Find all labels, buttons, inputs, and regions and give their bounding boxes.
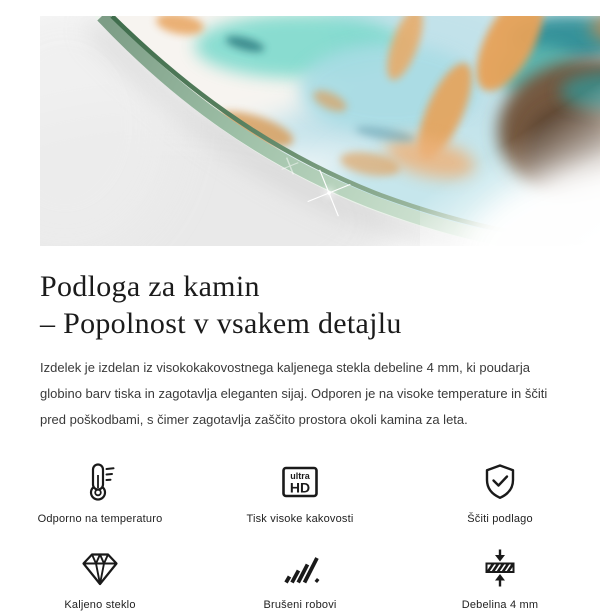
feature-thickness	[400, 545, 600, 611]
thermometer-icon	[79, 459, 121, 504]
feature-label: Ščiti podlago	[467, 513, 533, 525]
bevel-edges-icon	[279, 545, 321, 590]
feature-grid	[0, 459, 600, 611]
ultra-hd-icon	[279, 459, 321, 504]
page-title-line-1: Podloga za kamin	[40, 270, 260, 303]
diamond-icon	[79, 545, 121, 590]
page-title	[40, 268, 560, 342]
hero-product-image	[40, 16, 600, 246]
feature-print-quality	[200, 459, 400, 525]
feature-label: Tisk visoke kakovosti	[246, 513, 353, 525]
feature-label: Brušeni robovi	[263, 599, 336, 611]
feature-protects-surface	[400, 459, 600, 525]
feature-polished-edges	[200, 545, 400, 611]
product-description: Izdelek je izdelan iz visokokakovostnega kaljenega stekla debeline 4 mm, ki poudarja globino barv tiska in zagotavlja eleganten sijaj. Odporen je na visoke temperature in ščiti pred poškodbami, s čimer zagotavlja zaščito prostora okoli kamina za leta.	[40, 355, 560, 433]
product-info-section	[0, 262, 600, 433]
page-title-line-2: – Popolnost v vsakem detajlu	[40, 307, 402, 340]
thickness-icon	[479, 545, 521, 590]
feature-label: Debelina 4 mm	[462, 599, 539, 611]
feature-label: Kaljeno steklo	[64, 599, 135, 611]
feature-label: Odporno na temperaturo	[38, 513, 163, 525]
feature-heat-resistant	[0, 459, 200, 525]
shield-check-icon	[479, 459, 521, 504]
feature-tempered-glass	[0, 545, 200, 611]
ultra-hd-badge-top: ultra	[290, 471, 310, 481]
ultra-hd-badge-bottom: HD	[290, 479, 310, 495]
glass-panel-image	[40, 16, 600, 246]
